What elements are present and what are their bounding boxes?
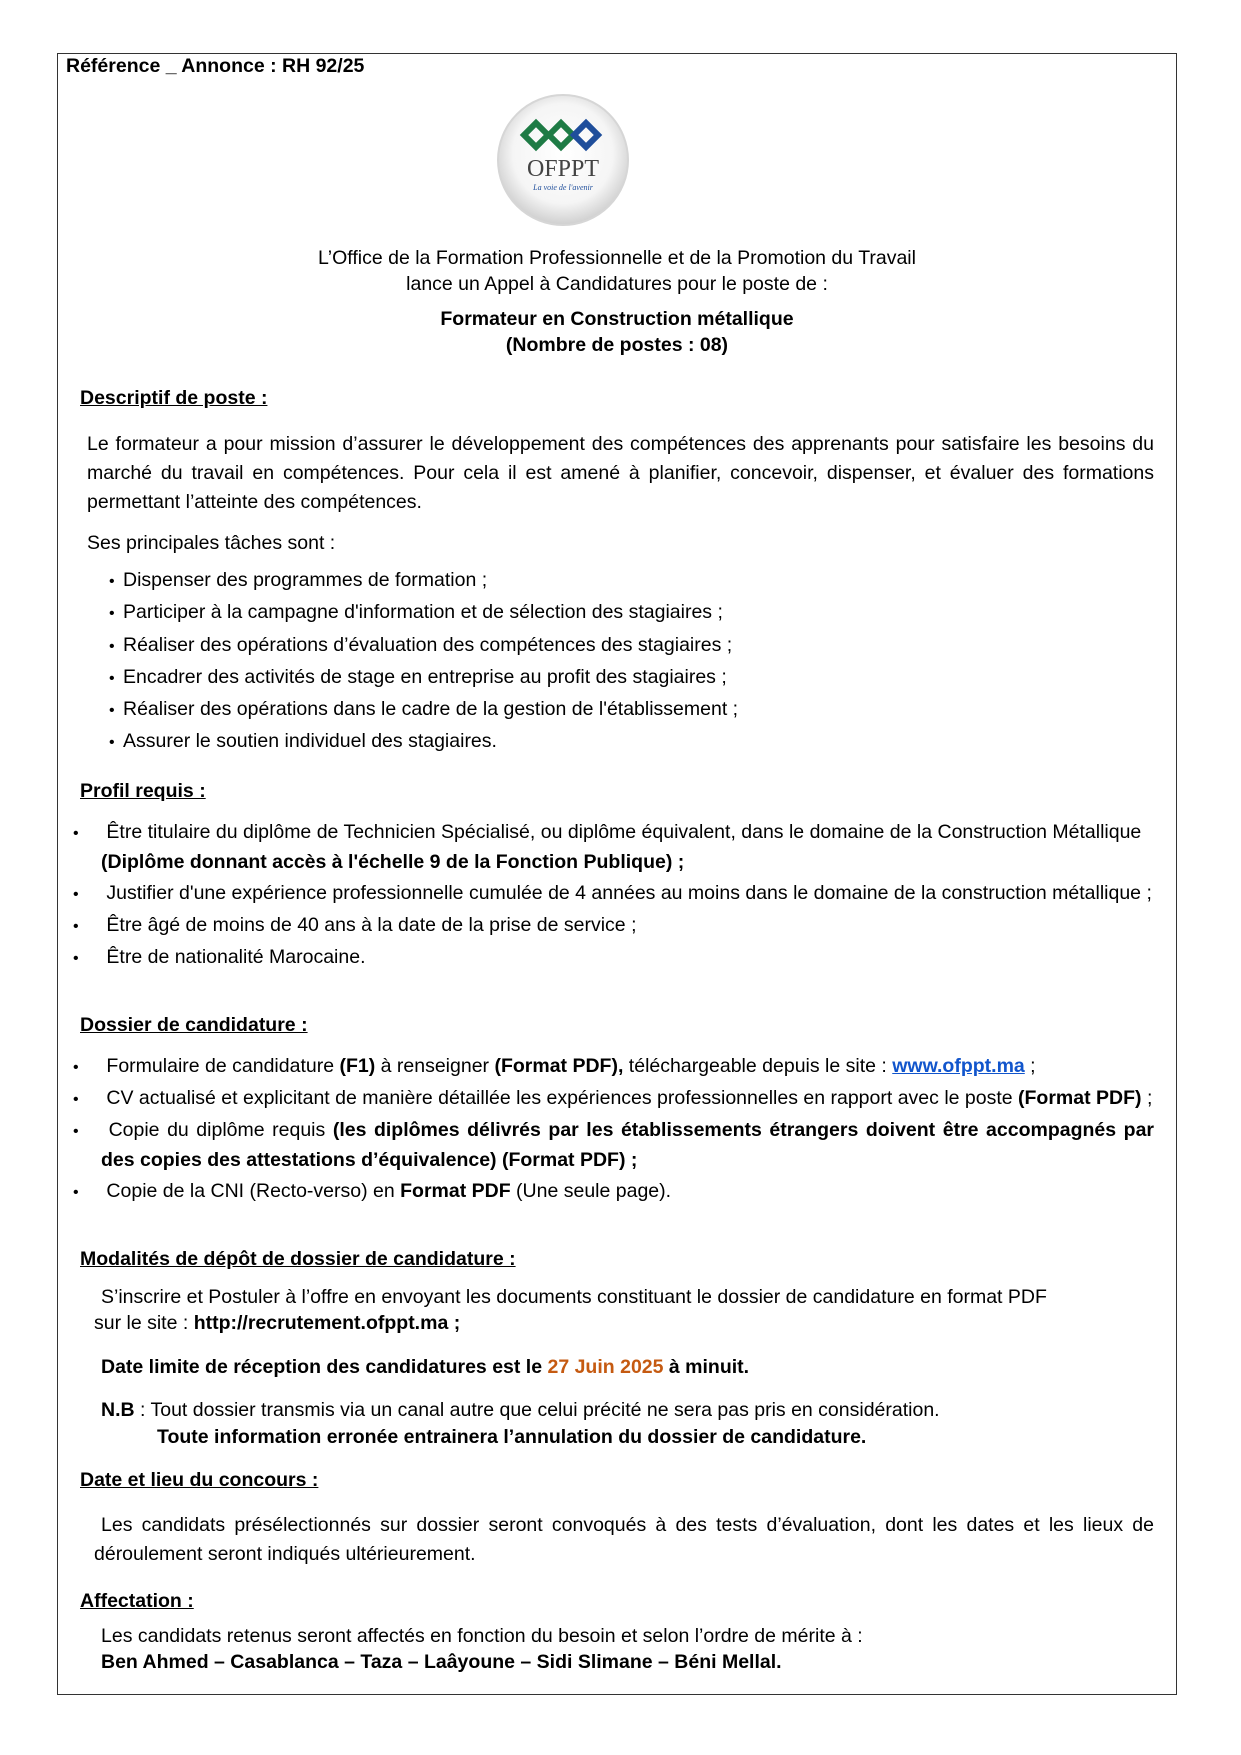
dossier-item-1-bold-2: (Format PDF), — [494, 1055, 624, 1077]
task-item: • Participer à la campagne d'information et de sélection des stagiaires ; — [109, 597, 738, 629]
ofppt-logo — [496, 93, 630, 227]
dossier-list — [87, 1052, 1154, 1207]
task-item: • Dispenser des programmes de formation ; — [109, 565, 738, 597]
affectation-line: Les candidats retenus seront affectés en fonction du besoin et selon l’ordre de mérite à : — [101, 1625, 863, 1647]
dossier-item-4-text: Copie de la CNI (Recto-verso) en — [106, 1180, 401, 1202]
reference-label: Référence _ Annonce : RH 92/25 — [66, 55, 365, 77]
dossier-item-2-text-2: ; — [1141, 1087, 1153, 1109]
profil-item-1-bold: (Diplôme donnant accès à l'échelle 9 de la Fonction Publique) ; — [101, 851, 685, 873]
task-item: • Réaliser des opérations d’évaluation des compétences des stagiaires ; — [109, 630, 738, 662]
logo-tagline: La voie de l'avenir — [533, 183, 593, 192]
dossier-item-3-bold: (les diplômes délivrés par les établissements étrangers doivent être accompagnés par des copies des attestations d’équivalence) (Format PDF) ; — [101, 1119, 1155, 1171]
intro-line-2: lance un Appel à Candidatures pour le poste de : — [406, 273, 828, 295]
modalites-heading: Modalités de dépôt de dossier de candidature : — [80, 1248, 516, 1270]
dossier-item-4-bold: Format PDF — [400, 1180, 511, 1202]
concours-paragraph: Les candidats présélectionnés sur dossier seront convoqués à des tests d’évaluation, dont les dates et les lieux de déroulement seront indiqués ultérieurement. — [94, 1514, 1154, 1565]
nb-label: N.B — [101, 1399, 135, 1421]
intro-line-1: L’Office de la Formation Professionnelle et de la Promotion du Travail — [318, 247, 916, 269]
task-item: • Réaliser des opérations dans le cadre de la gestion de l'établissement ; — [109, 694, 738, 726]
profil-item — [87, 911, 1154, 941]
dossier-item-1-text: Formulaire de candidature — [106, 1055, 340, 1077]
dossier-item-3-text: Copie du diplôme requis — [108, 1119, 333, 1141]
profil-item-3-text: Être âgé de moins de 40 ans à la date de la prise de service ; — [106, 914, 637, 936]
dossier-item-2-bold: (Format PDF) — [1018, 1087, 1142, 1109]
profil-list — [87, 818, 1154, 973]
logo-wordmark: OFPPT — [526, 156, 600, 182]
profil-item-2-text: Justifier d'une expérience professionnelle cumulée de 4 années au moins dans le domaine de la construction métallique ; — [106, 882, 1152, 904]
dossier-item — [87, 1177, 1154, 1207]
dossier-item — [87, 1052, 1154, 1082]
ofppt-website-link[interactable]: www.ofppt.ma — [892, 1055, 1025, 1077]
tasks-list — [109, 565, 738, 759]
dossier-heading: Dossier de candidature : — [80, 1014, 308, 1036]
deadline — [101, 1353, 749, 1382]
task-item: • Encadrer des activités de stage en entreprise au profit des stagiaires ; — [109, 662, 738, 694]
descriptif-paragraph: Le formateur a pour mission d’assurer le développement des compétences des apprenants pour satisfaire les besoins du marché du travail en compétences. Pour cela il est amené à planifier, concevoir, dispenser, et évaluer des formations permettant l’atteinte des compétences. — [87, 433, 1154, 513]
dossier-item-2-text: CV actualisé et explicitant de manière détaillée les expériences professionnelles en rapport avec le poste — [106, 1087, 1019, 1109]
dossier-item — [87, 1084, 1154, 1114]
profil-item-1-text: Être titulaire du diplôme de Technicien Spécialisé, ou diplôme équivalent, dans le domaine de la Construction Métallique — [106, 821, 1142, 843]
recrutement-site-link[interactable]: http://recrutement.ofppt.ma ; — [193, 1312, 461, 1334]
dossier-item-1-text-2: à renseigner — [375, 1055, 495, 1077]
descriptif-heading: Descriptif de poste : — [80, 387, 268, 409]
dossier-item-1-text-3: téléchargeable depuis le site : — [623, 1055, 893, 1077]
poste-title: Formateur en Construction métallique — [440, 308, 794, 330]
tasks-intro: Ses principales tâches sont : — [87, 532, 336, 554]
dossier-item-1-bold: (F1) — [339, 1055, 376, 1077]
concours-heading: Date et lieu du concours : — [80, 1469, 319, 1491]
modalites-line-2 — [94, 1309, 460, 1338]
profil-item — [87, 943, 1154, 973]
nb-text: : Tout dossier transmis via un canal autre que celui précité ne sera pas pris en considération. — [134, 1399, 940, 1421]
profil-heading: Profil requis : — [80, 780, 206, 802]
profil-item-4-text: Être de nationalité Marocaine. — [106, 946, 366, 968]
deadline-text: Date limite de réception des candidatures est le — [101, 1356, 548, 1378]
poste-count: (Nombre de postes : 08) — [505, 334, 729, 356]
profil-item — [87, 818, 1154, 877]
affectation-cities: Ben Ahmed – Casablanca – Taza – Laâyoune – Sidi Slimane – Béni Mellal. — [101, 1651, 782, 1673]
deadline-text-2: à minuit. — [663, 1356, 750, 1378]
profil-item — [87, 879, 1154, 909]
nb-note — [101, 1396, 940, 1425]
warning-text: Toute information erronée entrainera l’annulation du dossier de candidature. — [157, 1426, 867, 1448]
dossier-item-4-text-2: (Une seule page). — [510, 1180, 672, 1202]
dossier-item — [87, 1116, 1154, 1175]
task-item: • Assurer le soutien individuel des stagiaires. — [109, 726, 738, 758]
affectation-heading: Affectation : — [80, 1590, 194, 1612]
dossier-item-1-text-4: ; — [1024, 1055, 1036, 1077]
modalites-line-2-text: sur le site : — [94, 1312, 194, 1334]
deadline-date: 27 Juin 2025 — [547, 1356, 664, 1378]
modalites-line-1: S’inscrire et Postuler à l’offre en envoyant les documents constituant le dossier de candidature en format PDF — [101, 1286, 1047, 1308]
